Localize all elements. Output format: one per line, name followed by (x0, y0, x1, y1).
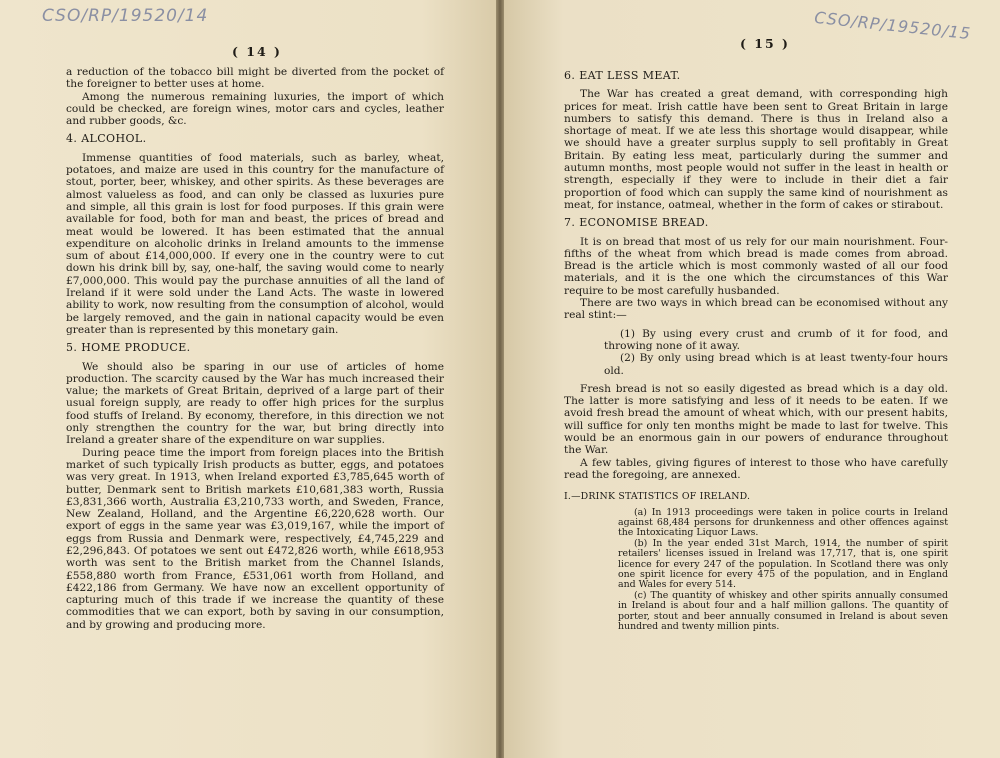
bread-way-1: (1) By using every crust and crumb of it for food, and throwing none of it away. (604, 327, 948, 352)
drink-statistic-b (564, 539, 948, 591)
drink-statistic-a (564, 508, 948, 539)
left-page-text (66, 66, 444, 631)
luxuries-paragraph: Among the numerous remaining luxuries, the import of which could be checked, are foreign wines, motor cars and cycles, leather and rubber goods, &c. (66, 90, 444, 128)
alcohol-paragraph: Immense quantities of food materials, such as barley, wheat, potatoes, and maize are used in this country for the manufacture of stout, porter, beer, whiskey, and other spirits. As these beverages are almost valueless as food, and can only be classed as luxuries pure and simple, all this grain is lost for food purposes. If this grain were available for food, both for man and beast, the prices of bread and meat would be lowered. It has been estimated that the annual expenditure on alcoholic drinks in Ireland amounts to the immense sum of about £14,000,000. If every one in the country were to cut down his drink bill by, say, one-half, the saving would come to nearly £7,000,000. This would pay the purchase annuities of all the land of Ireland if it were sold under the Land Acts. The waste in lowered ability to work, now resulting from the consumption of alcohol, would be largely removed, and the gain in national capacity would be even greater than is represented by this monetary gain. (66, 151, 444, 336)
home-produce-paragraph-2: During peace time the import from foreign places into the British market of such typically Irish products as butter, eggs, and potatoes was very great. In 1913, when Ireland exported £3,785,645 worth of butter, Denmark sent to British markets £10,681,383 worth, Russia £3,831,366 worth, Australia £3,210,733 worth, and Sweden, France, New Zealand, Holland, and the Argentine £6,220,628 worth. Our export of eggs in the same year was £3,019,167, while the import of eggs from Russia and Denmark were, respectively, £4,745,229 and £2,296,843. Of potatoes we sent out £472,826 worth, while £618,953 worth was sent to the British market from the Channel Islands, £558,880 worth from France, £531,061 worth from Holland, and £422,186 from Germany. We have now an excellent opportunity of capturing much of this trade if we increase the quantity of these commodities that we can export, both by saving in our consumption, and by growing and producing more. (66, 446, 444, 631)
bread-paragraph-3: Fresh bread is not so easily digested as bread which is a day old. The latter is more satisfying and less of it needs to be eaten. If we avoid fresh bread the amount of wheat which, with our present habits, will suffice for only ten months might be made to last for twelve. This would be an enormous gain in our powers of endurance throughout the War. (564, 382, 948, 457)
bread-paragraph-1: It is on bread that most of us rely for our main nourishment. Four-fifths of the wheat from which bread is made comes from abroad. Bread is the article which is most commonly wasted of all our food materials, and it is the one which the circumstances of this War require to be most carefully husbanded. (564, 235, 948, 297)
section-heading-home-produce: 5. HOME PRODUCE. (66, 341, 191, 355)
opening-paragraph: a reduction of the tobacco bill might be diverted from the pocket of the foreigner to better uses at home. (66, 66, 444, 91)
bread-paragraph-4: A few tables, giving figures of interest to those who have carefully read the foregoing, are annexed. (564, 456, 948, 481)
archive-reference-left: CSO/RP/19520/14 (42, 6, 209, 26)
section-heading-alcohol: 4. ALCOHOL. (66, 132, 147, 146)
home-produce-paragraph-1: We should also be sparing in our use of articles of home production. The scarcity caused by the War has much increased their value; the markets of Great Britain, deprived of a large part of their usual foreign supply, are ready to offer high prices for the surplus food stuffs of Ireland. By economy, therefore, in this direction we not only strengthen the country for the war, but bring directly into Ireland a greater share of the expenditure on war supplies. (66, 360, 444, 447)
bread-way-2: (2) By only using bread which is at least twenty-four hours old. (604, 352, 948, 377)
drink-statistics-heading: I.—DRINK STATISTICS OF IRELAND. (564, 491, 751, 503)
statistic-text: In 1913 proceedings were taken in police courts in Ireland against 68,484 persons for drunkenness and other offences against the Intoxicating Liquor Laws. (618, 506, 948, 539)
page-number-right: ( 15 ) (740, 36, 790, 51)
book-gutter (496, 0, 504, 758)
archive-reference-right: CSO/RP/19520/15 (813, 7, 972, 44)
statistic-text: The quantity of whiskey and other spirits annually consumed in Ireland is about four and a half million gallons. The quantity of porter, stout and beer annually consumed in Ireland is about seven hundred and twenty million pints. (618, 589, 948, 632)
eat-less-meat-paragraph: The War has created a great demand, with corresponding high prices for meat. Irish cattle have been sent to Great Britain in large numbers to satisfy this demand. There is thus in Ireland also a shortage of meat. If we ate less this shortage would disappear, while we should have a greater surplus supply to sell profitably in Great Britain. By eating less meat, particularly during the summer and autumn months, most people would not suffer in the least in health or strength, especially if they were to include in their diet a fair proportion of food which can supply the same kind of nourishment as meat, for instance, oatmeal, whether in the form of cakes or stirabout. (564, 88, 948, 211)
statistic-text: In the year ended 31st March, 1914, the number of spirit retailers' licenses issued in Ireland was 17,717, that is, one spirit licence for every 247 of the population. In Scotland there was only one spirit licence for every 475 of the population, and in England and Wales for every 514. (618, 537, 948, 591)
left-page (0, 0, 496, 758)
drink-statistic-c (564, 591, 948, 633)
bread-paragraph-2: There are two ways in which bread can be economised without any real stint:— (564, 297, 948, 322)
statistic-label: (b) (634, 537, 648, 549)
section-heading-economise-bread: 7. ECONOMISE BREAD. (564, 216, 709, 230)
statistic-label: (c) (634, 589, 647, 601)
page-number-left: ( 14 ) (232, 44, 282, 59)
right-page (504, 0, 1000, 758)
section-heading-eat-less-meat: 6. EAT LESS MEAT. (564, 69, 681, 82)
statistic-label: (a) (634, 506, 647, 518)
right-page-text (564, 64, 948, 632)
